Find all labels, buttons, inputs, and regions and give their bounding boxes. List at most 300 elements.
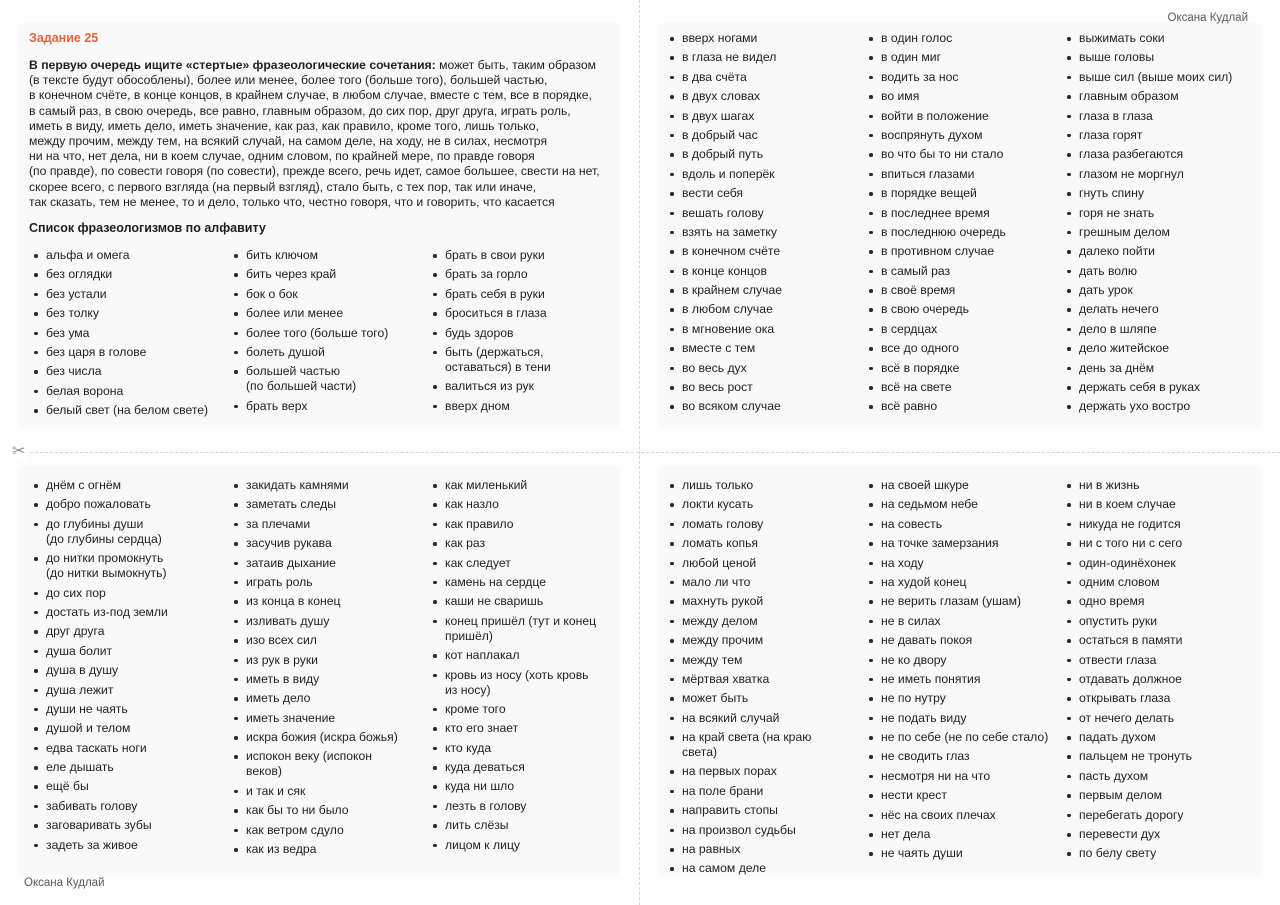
phrase-item — [30, 287, 220, 302]
phrase-text: пальцем не тронуть — [1079, 749, 1193, 764]
phrase-item — [230, 803, 420, 818]
phrase-text: бок о бок — [246, 286, 298, 301]
phrase-item — [666, 556, 856, 571]
phrase-text: в конечном счёте — [682, 244, 781, 259]
phrase-item — [1063, 244, 1263, 259]
phrase-item — [666, 497, 856, 512]
horizontal-cut-line — [30, 452, 1280, 453]
phrase-item — [865, 653, 1055, 668]
phrase-item — [230, 594, 420, 609]
phrase-item — [429, 517, 614, 532]
phrase-item — [230, 345, 420, 360]
phrase-item — [666, 803, 856, 818]
phrase-text: ломать голову — [682, 516, 764, 531]
phrase-item — [666, 575, 856, 590]
phrase-item — [865, 846, 1055, 861]
phrase-item — [666, 302, 856, 317]
phrase-text: на совесть — [881, 516, 943, 531]
phrase-text: в глаза не видел — [682, 50, 777, 65]
phrase-text: опустить руки — [1079, 613, 1158, 628]
scissors-icon: ✂ — [12, 443, 26, 460]
phrase-text: заметать следы — [246, 497, 336, 512]
phrase-text: нести крест — [881, 788, 947, 803]
phrase-item — [1063, 478, 1263, 493]
phrase-text: глаза горят — [1079, 127, 1143, 142]
phrase-item — [666, 341, 856, 356]
phrase-text: вверх дном — [445, 398, 510, 413]
phrase-text: не верить глазам (ушам) — [881, 594, 1022, 609]
phrase-text: держать себя в руках — [1079, 380, 1201, 395]
author-name-bottom: Оксана Кудлай — [24, 877, 105, 889]
intro-bold: В первую очередь ищите «стертые» фразеологические сочетания: — [29, 58, 436, 72]
phrase-item — [666, 70, 856, 85]
phrase-text: открывать глаза — [1079, 691, 1171, 706]
phrase-column-6 — [1063, 31, 1263, 419]
phrase-item — [666, 399, 856, 414]
phrase-text: никуда не годится — [1079, 516, 1181, 531]
phrase-text: в любом случае — [682, 302, 773, 317]
phrase-item — [1063, 167, 1263, 182]
phrase-item — [1063, 769, 1263, 784]
phrase-text: перебегать дорогу — [1079, 807, 1184, 822]
phrase-item — [666, 89, 856, 104]
phrase-text: впиться глазами — [881, 166, 975, 181]
phrase-item — [865, 399, 1055, 414]
phrase-item — [666, 478, 856, 493]
phrase-text: не по себе (не по себе стало) — [881, 730, 1049, 745]
phrase-item — [429, 648, 614, 663]
phrase-text: затаив дыхание — [246, 555, 336, 570]
phrase-item — [30, 779, 220, 794]
phrase-column-12 — [1063, 478, 1263, 866]
phrase-text: не чаять души — [881, 846, 963, 861]
list-title: Список фразеологизмов по алфавиту — [29, 221, 266, 235]
phrase-item — [429, 478, 614, 493]
phrase-item — [666, 380, 856, 395]
phrase-item — [429, 668, 614, 698]
phrase-text: без толку — [46, 306, 99, 321]
phrase-item — [230, 267, 420, 282]
phrase-text: болеть душой — [246, 344, 325, 359]
phrase-text: не сводить глаз — [881, 749, 970, 764]
phrase-item — [429, 497, 614, 512]
phrase-item — [429, 536, 614, 551]
phrase-column-3 — [429, 248, 609, 418]
phrase-column-1 — [30, 248, 220, 423]
phrase-column-2 — [230, 248, 420, 418]
phrase-text: главным образом — [1079, 89, 1179, 104]
phrase-text: между тем — [682, 652, 743, 667]
phrase-item — [230, 672, 420, 687]
phrase-item — [230, 517, 420, 532]
phrase-item — [1063, 614, 1263, 629]
phrase-text: иметь значение — [246, 710, 336, 725]
phrase-item — [30, 644, 220, 659]
phrase-item — [1063, 89, 1263, 104]
phrase-item — [865, 808, 1055, 823]
phrase-item — [666, 784, 856, 799]
phrase-text: иметь в виду — [246, 671, 320, 686]
phrase-text: во что бы то ни стало — [881, 147, 1004, 162]
phrase-text: в порядке вещей — [881, 186, 977, 201]
phrase-text: отвести глаза — [1079, 652, 1157, 667]
phrase-text: днём с огнём — [46, 478, 121, 492]
phrase-item — [865, 361, 1055, 376]
phrase-text: заговаривать зубы — [46, 818, 152, 833]
phrase-item — [865, 594, 1055, 609]
phrase-text: в свою очередь — [881, 302, 969, 317]
phrase-item — [1063, 497, 1263, 512]
phrase-item — [666, 225, 856, 240]
phrase-text: в последнее время — [881, 205, 990, 220]
phrase-text: не подать виду — [881, 710, 967, 725]
phrase-text: как миленький — [445, 478, 528, 492]
phrase-item — [865, 517, 1055, 532]
phrase-text: всё на свете — [881, 380, 952, 395]
phrase-item — [865, 788, 1055, 803]
phrase-item — [666, 730, 856, 760]
phrase-item — [30, 799, 220, 814]
phrase-item — [666, 594, 856, 609]
phrase-text: до сих пор — [46, 585, 106, 600]
phrase-text: далеко пойти — [1079, 244, 1155, 259]
phrase-item — [666, 264, 856, 279]
phrase-text: изо всех сил — [246, 633, 317, 648]
phrase-item — [865, 167, 1055, 182]
phrase-item — [429, 779, 614, 794]
phrase-item — [230, 306, 420, 321]
phrase-item — [865, 109, 1055, 124]
phrase-item — [666, 244, 856, 259]
phrase-item — [429, 741, 614, 756]
phrase-text: по белу свету — [1079, 846, 1157, 861]
phrase-text: на худой конец — [881, 574, 967, 589]
phrase-text: камень на сердце — [445, 574, 546, 589]
phrase-text: в противном случае — [881, 244, 995, 259]
phrase-text: на первых порах — [682, 764, 777, 779]
phrase-item — [666, 517, 856, 532]
phrase-item — [666, 861, 856, 876]
phrase-text: на произвол судьбы — [682, 822, 796, 837]
phrase-text: дело в шляпе — [1079, 321, 1157, 336]
phrase-text: задеть за живое — [46, 837, 138, 852]
phrase-item — [666, 147, 856, 162]
phrase-text: кровь из носу (хоть кровь из носу) — [445, 667, 589, 697]
phrase-text: как бы то ни было — [246, 803, 349, 818]
phrase-text: все до одного — [881, 341, 959, 356]
phrase-item — [230, 614, 420, 629]
phrase-item — [230, 287, 420, 302]
phrase-item — [865, 749, 1055, 764]
phrase-text: в один миг — [881, 50, 942, 65]
phrase-item — [666, 711, 856, 726]
phrase-text: куда ни шло — [445, 779, 515, 794]
phrase-item — [865, 478, 1055, 493]
phrase-text: вдоль и поперёк — [682, 166, 775, 181]
phrase-text: как правило — [445, 516, 514, 531]
phrase-item — [666, 672, 856, 687]
phrase-item — [230, 326, 420, 341]
phrase-text: одним словом — [1079, 574, 1160, 589]
phrase-text: как ветром сдуло — [246, 822, 344, 837]
phrase-text: искра божия (искра божья) — [246, 730, 398, 745]
phrase-item — [230, 730, 420, 745]
phrase-item — [30, 345, 220, 360]
phrase-item — [1063, 846, 1263, 861]
phrase-text: душа в душу — [46, 663, 119, 678]
phrase-column-11 — [865, 478, 1055, 866]
phrase-text: кто его знает — [445, 721, 519, 736]
phrase-text: еле дышать — [46, 760, 114, 775]
phrase-item — [1063, 594, 1263, 609]
phrase-text: глазом не моргнул — [1079, 166, 1184, 181]
phrase-item — [230, 711, 420, 726]
phrase-column-10 — [666, 478, 856, 881]
phrase-text: более или менее — [246, 306, 344, 321]
phrase-item — [429, 702, 614, 717]
phrase-text: засучив рукава — [246, 536, 332, 551]
phrase-text: как следует — [445, 555, 511, 570]
phrase-text: закидать камнями — [246, 478, 349, 492]
author-name-top: Оксана Кудлай — [1167, 12, 1248, 24]
phrase-item — [429, 818, 614, 833]
phrase-item — [30, 586, 220, 601]
phrase-text: ломать копья — [682, 536, 759, 551]
phrase-text: достать из-под земли — [46, 604, 168, 619]
phrase-text: ещё бы — [46, 779, 89, 794]
phrase-item — [230, 575, 420, 590]
phrase-item — [865, 614, 1055, 629]
phrase-item — [865, 827, 1055, 842]
phrase-item — [230, 784, 420, 799]
phrase-text: водить за нос — [881, 69, 959, 84]
phrase-item — [429, 556, 614, 571]
phrase-item — [666, 50, 856, 65]
phrase-text: кто куда — [445, 740, 492, 755]
phrase-text: душа лежит — [46, 682, 114, 697]
phrase-text: нёс на своих плечах — [881, 807, 996, 822]
phrase-text: выжимать соки — [1079, 31, 1165, 45]
phrase-item — [1063, 749, 1263, 764]
phrase-item — [865, 575, 1055, 590]
phrase-text: из рук в руки — [246, 652, 318, 667]
phrase-text: на всякий случай — [682, 710, 780, 725]
phrase-text: в двух шагах — [682, 108, 755, 123]
phrase-text: несмотря ни на что — [881, 768, 991, 783]
phrase-item — [230, 823, 420, 838]
phrase-item — [666, 536, 856, 551]
phrase-text: в добрый час — [682, 127, 758, 142]
phrase-item — [1063, 206, 1263, 221]
phrase-text: первым делом — [1079, 788, 1163, 803]
phrase-text: на поле брани — [682, 783, 764, 798]
phrase-text: брать в свои руки — [445, 248, 545, 262]
phrase-text: куда деваться — [445, 760, 525, 775]
phrase-text: делать нечего — [1079, 302, 1159, 317]
phrase-item — [666, 764, 856, 779]
phrase-text: белый свет (на белом свете) — [46, 403, 209, 418]
phrase-text: без оглядки — [46, 267, 113, 282]
phrase-item — [30, 551, 220, 581]
phrase-text: глаза разбегаются — [1079, 147, 1184, 162]
phrase-item — [1063, 128, 1263, 143]
phrase-item — [30, 624, 220, 639]
phrase-item — [865, 536, 1055, 551]
phrase-item — [865, 283, 1055, 298]
phrase-text: без царя в голове — [46, 344, 147, 359]
phrase-text: большей частью (по большей части) — [246, 364, 357, 394]
phrase-text: броситься в глаза — [445, 306, 547, 321]
phrase-item — [30, 326, 220, 341]
phrase-item — [1063, 50, 1263, 65]
phrase-text: не в силах — [881, 613, 941, 628]
phrase-item — [1063, 361, 1263, 376]
phrase-text: лишь только — [682, 478, 754, 492]
phrase-column-7 — [30, 478, 220, 857]
phrase-text: глаза в глаза — [1079, 108, 1153, 123]
phrase-text: один-одинёхонек — [1079, 555, 1176, 570]
phrase-item — [30, 384, 220, 399]
phrase-text: как из ведра — [246, 842, 317, 857]
phrase-text: на самом деле — [682, 861, 767, 876]
phrase-text: конец пришёл (тут и конец пришёл) — [445, 613, 597, 643]
phrase-item — [666, 128, 856, 143]
phrase-text: лезть в голову — [445, 798, 527, 813]
phrase-item — [30, 248, 220, 263]
phrase-text: мало ли что — [682, 574, 751, 589]
phrase-item — [1063, 653, 1263, 668]
phrase-text: в своё время — [881, 283, 956, 298]
phrase-item — [865, 341, 1055, 356]
phrase-item — [1063, 633, 1263, 648]
phrase-item — [429, 267, 609, 282]
phrase-text: кот наплакал — [445, 648, 520, 663]
phrase-text: между делом — [682, 613, 758, 628]
phrase-item — [1063, 730, 1263, 745]
phrase-text: взять на заметку — [682, 224, 778, 239]
phrase-item — [30, 683, 220, 698]
phrase-item — [429, 838, 614, 853]
phrase-text: во имя — [881, 89, 920, 104]
phrase-item — [429, 379, 609, 394]
phrase-item — [865, 264, 1055, 279]
phrase-item — [30, 517, 220, 547]
phrase-text: вверх ногами — [682, 31, 758, 45]
phrase-text: махнуть рукой — [682, 594, 764, 609]
phrase-item — [1063, 186, 1263, 201]
phrase-text: в один голос — [881, 31, 953, 45]
phrase-text: испокон веку (испокон веков) — [246, 749, 373, 779]
phrase-item — [865, 691, 1055, 706]
phrase-item — [865, 50, 1055, 65]
phrase-item — [865, 497, 1055, 512]
phrase-text: бить через край — [246, 267, 337, 282]
phrase-text: без устали — [46, 286, 107, 301]
phrase-item — [865, 730, 1055, 745]
phrase-text: без числа — [46, 364, 102, 379]
phrase-text: в добрый путь — [682, 147, 764, 162]
phrase-text: души не чаять — [46, 701, 128, 716]
phrase-column-5 — [865, 31, 1055, 419]
phrase-text: выше сил (выше моих сил) — [1079, 69, 1233, 84]
phrase-item — [666, 31, 856, 46]
phrase-item — [865, 206, 1055, 221]
task-title: Задание 25 — [29, 31, 99, 45]
phrase-text: в двух словах — [682, 89, 761, 104]
phrase-text: будь здоров — [445, 325, 514, 340]
phrase-text: из конца в конец — [246, 594, 341, 609]
phrase-text: отдавать должное — [1079, 671, 1182, 686]
phrase-item — [666, 322, 856, 337]
phrase-text: без ума — [46, 325, 90, 340]
phrase-item — [230, 842, 420, 857]
phrase-text: войти в положение — [881, 108, 989, 123]
phrase-text: быть (держаться, оставаться) в тени — [445, 344, 551, 374]
phrase-item — [1063, 827, 1263, 842]
phrase-item — [1063, 380, 1263, 395]
phrase-text: любой ценой — [682, 555, 757, 570]
phrase-item — [429, 760, 614, 775]
phrase-item — [1063, 672, 1263, 687]
phrase-text: не иметь понятия — [881, 671, 981, 686]
phrase-text: пасть духом — [1079, 768, 1149, 783]
phrase-item — [865, 244, 1055, 259]
phrase-text: во весь дух — [682, 360, 747, 375]
phrase-text: до нитки промокнуть (до нитки вымокнуть) — [46, 551, 167, 581]
phrase-text: на седьмом небе — [881, 497, 978, 512]
phrase-item — [865, 633, 1055, 648]
phrase-text: вместе с тем — [682, 341, 756, 356]
phrase-text: дать урок — [1079, 283, 1133, 298]
phrase-item — [230, 478, 420, 493]
phrase-text: друг друга — [46, 624, 105, 639]
phrase-item — [1063, 788, 1263, 803]
phrase-item — [865, 31, 1055, 46]
phrase-column-4 — [666, 31, 856, 419]
phrase-item — [666, 614, 856, 629]
phrase-text: на ходу — [881, 555, 924, 570]
phrase-text: на точке замерзания — [881, 536, 999, 551]
phrase-item — [30, 403, 220, 418]
phrase-item — [30, 663, 220, 678]
phrase-item — [429, 326, 609, 341]
phrase-text: не ко двору — [881, 652, 947, 667]
phrase-item — [1063, 31, 1263, 46]
phrase-item — [230, 536, 420, 551]
phrase-item — [30, 702, 220, 717]
phrase-text: кроме того — [445, 701, 506, 716]
phrase-text: едва таскать ноги — [46, 740, 147, 755]
phrase-item — [865, 322, 1055, 337]
phrase-item — [865, 147, 1055, 162]
phrase-text: в сердцах — [881, 321, 938, 336]
phrase-text: гнуть спину — [1079, 186, 1144, 201]
phrase-item — [1063, 225, 1263, 240]
phrase-item — [666, 109, 856, 124]
phrase-item — [230, 556, 420, 571]
phrase-item — [30, 741, 220, 756]
phrase-item — [230, 653, 420, 668]
phrase-item — [666, 167, 856, 182]
phrase-text: перевести дух — [1079, 827, 1161, 842]
phrase-text: на своей шкуре — [881, 478, 969, 492]
phrase-item — [1063, 399, 1263, 414]
phrase-item — [429, 306, 609, 321]
phrase-item — [30, 306, 220, 321]
phrase-text: одно время — [1079, 594, 1145, 609]
phrase-text: на равных — [682, 842, 741, 857]
phrase-text: между прочим — [682, 633, 764, 648]
